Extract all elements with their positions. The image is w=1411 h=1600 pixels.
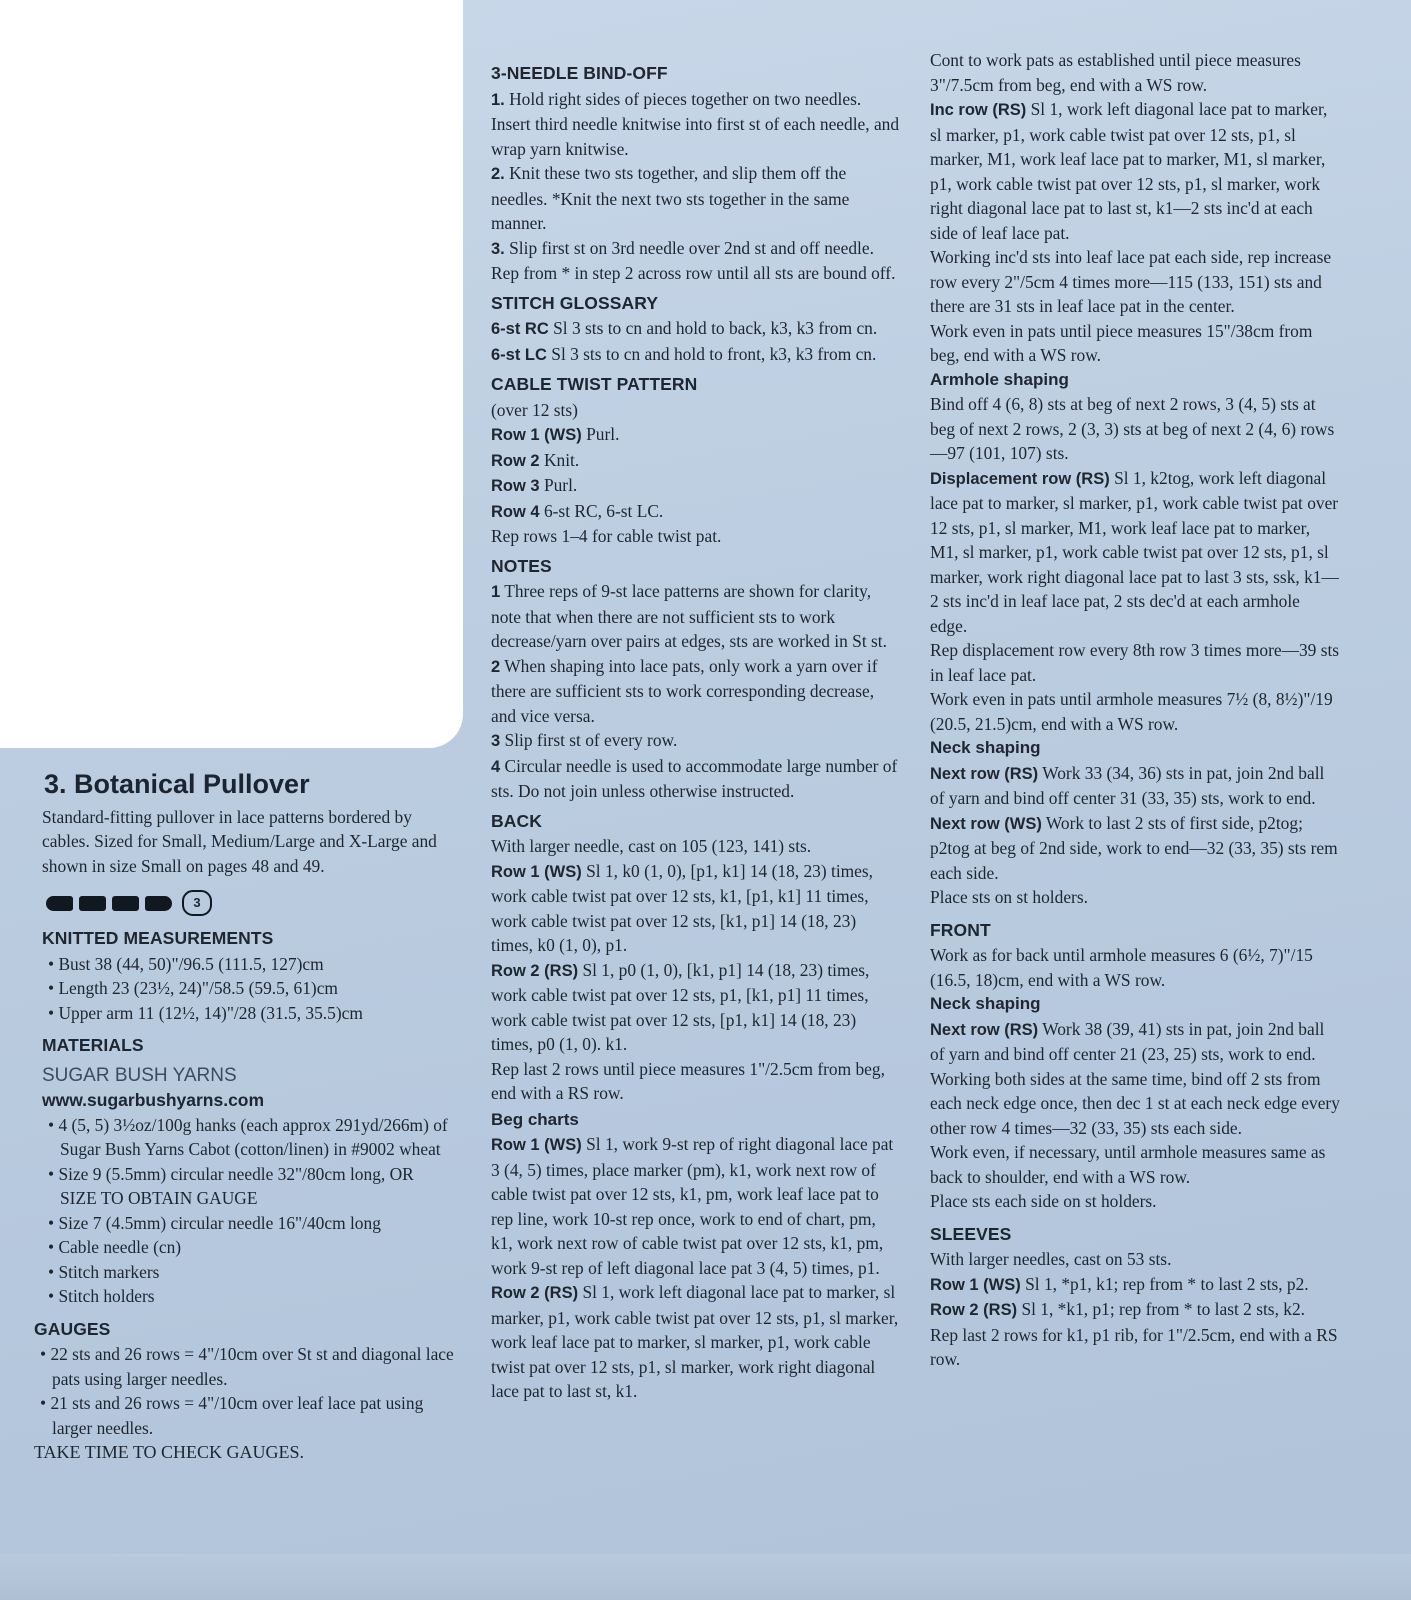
sleeves-cast-on: With larger needles, cast on 53 sts.	[930, 1249, 1172, 1269]
chart-row-text: Sl 1, work 9-st rep of right diagonal lace pat 3 (4, 5) times, place marker (pm), k1, work next row of cable twist pat over 12 sts, k1, pm, work leaf lace pat to rep line, work 10-st rep once, work to end of chart, pm, k1, work next row of cable twist pat over 12 sts, k1, pm, work 9-st rep of left diagonal lace pat 3 (4, 5) times, p1.	[491, 1134, 894, 1278]
bindoff-step-text: Slip first st on 3rd needle over 2nd st and off needle. Rep from * in step 2 across row until all sts are bound off.	[491, 237, 896, 283]
bindoff-step-label: 2.	[491, 165, 505, 183]
cable-row	[491, 448, 901, 474]
cable-row-text: Purl.	[581, 424, 620, 444]
materials-list	[34, 1113, 454, 1309]
cable-row-label: Row 3	[491, 477, 540, 495]
inc-row-label: Inc row (RS)	[930, 101, 1027, 119]
gauges-heading: GAUGES	[34, 1318, 111, 1339]
front-text: Work as for back until armhole measures 6 (6½, 7)"/15 (16.5, 18)cm, end with a WS row.	[930, 945, 1313, 990]
cable-row-label: Row 4	[491, 502, 540, 521]
measurement-item: • Upper arm 11 (12½, 14)"/28 (31.5, 35.5)cm	[42, 1001, 454, 1026]
bindoff-step	[491, 87, 901, 162]
sleeves-repeat: Rep last 2 rows for k1, p1 rib, for 1"/2.5cm, end with a RS row.	[930, 1324, 1338, 1369]
continue-text: Cont to work pats as established until piece measures 3"/7.5cm from beg, end with a WS row.	[930, 50, 1301, 95]
gauges-list	[34, 1342, 454, 1440]
glossary-entry	[491, 316, 901, 342]
gauge-item: • 22 sts and 26 rows = 4"/10cm over St st and diagonal lace pats using larger needles.	[34, 1342, 454, 1391]
cable-row-label: Row 2	[491, 451, 540, 470]
bindoff-step-text: Hold right sides of pieces together on two needles. Insert third needle knitwise into first st of each needle, and wrap yarn knitwise.	[491, 88, 900, 159]
note-item-text: Three reps of 9-st lace patterns are shown for clarity, note that when there are not sufficient sts to work decrease/yarn over pairs at edges, sts are worked in St st.	[491, 581, 887, 651]
bindoff-step	[491, 161, 901, 236]
inc-repeat: Working inc'd sts into leaf lace pat each side, rep increase row every 2"/5cm 4 times more—115 (133, 151) sts and there are 31 sts in leaf lace pat in the center.	[930, 247, 1332, 316]
front-neck-heading: Neck shaping	[930, 994, 1041, 1013]
material-item: • Size 9 (5.5mm) circular needle 32"/80cm long, OR SIZE TO OBTAIN GAUGE	[42, 1162, 454, 1211]
sleeve-row-text: Sl 1, *p1, k1; rep from * to last 2 sts, p2.	[1020, 1273, 1309, 1294]
chart-row-text: Sl 1, work left diagonal lace pat to marker, sl marker, p1, work cable twist pat over 12 sts, p1, sl marker, work leaf lace pat to marker, sl marker, p1, work cable twist pat over 12 sts, p1, sl marker, work right diagonal lace pat to last st, k1.	[491, 1282, 899, 1401]
bindoff-step	[491, 236, 901, 286]
measurement-item: • Bust 38 (44, 50)"/96.5 (111.5, 127)cm	[42, 952, 454, 977]
inc-row-text: Sl 1, work left diagonal lace pat to marker, sl marker, p1, work cable twist pat over 12 sts, p1, sl marker, M1, work leaf lace pat to marker, M1, sl marker, p1, work cable twist pat over 12 sts, p1, sl marker, work right diagonal lace pat to last st, k1—2 sts inc'd at each side of leaf lace pat.	[930, 99, 1328, 243]
notes-list	[491, 579, 901, 804]
material-item: • Stitch markers	[42, 1260, 454, 1285]
yarn-brand: SUGAR BUSH YARNS	[42, 1064, 237, 1086]
note-item-label: 2	[491, 657, 501, 676]
neck-rows	[930, 761, 1340, 886]
gauge-item: • 21 sts and 26 rows = 4"/10cm over leaf lace pat using larger needles.	[34, 1391, 454, 1440]
glossary-heading: STITCH GLOSSARY	[491, 292, 659, 313]
skill-level-indicator	[46, 890, 454, 916]
work-even-2: Work even in pats until armhole measures 7½ (8, 8½)"/19 (20.5, 21.5)cm, end with a WS row.	[930, 689, 1333, 734]
cable-row	[491, 473, 901, 499]
inc-row	[930, 97, 1340, 245]
right-column	[930, 48, 1340, 1372]
neck-shaping-heading: Neck shaping	[930, 738, 1041, 757]
back-row-label: Row 1 (WS)	[491, 862, 582, 881]
back-repeat: Rep last 2 rows until piece measures 1"/2.5cm from beg, end with a RS row.	[491, 1058, 885, 1103]
note-item	[491, 728, 901, 754]
chart-row	[491, 1132, 901, 1280]
glossary-entry-label: 6-st LC	[491, 345, 547, 364]
note-item	[491, 754, 901, 804]
note-item-text: Circular needle is used to accommodate large number of sts. Do not join unless otherwise instructed.	[491, 755, 898, 801]
back-row-label: Row 2 (RS)	[491, 961, 579, 980]
neck-row-text: Work to last 2 sts of first side, p2tog; p2tog at beg of 2nd side, work to end—32 (33, 35) sts rem each side.	[930, 812, 1338, 883]
pattern-intro: Standard-fitting pullover in lace patterns bordered by cables. Sized for Small, Medium/Large and X-Large and shown in size Small on pages 48 and 49.	[42, 806, 437, 876]
pattern-title: 3. Botanical Pullover	[44, 769, 310, 799]
back-row	[491, 859, 901, 958]
chart-row-label: Row 2 (RS)	[491, 1284, 579, 1302]
bindoff-heading: 3-NEEDLE BIND-OFF	[491, 63, 668, 83]
note-item	[491, 654, 901, 729]
note-item-label: 3	[491, 732, 501, 750]
note-item-text: When shaping into lace pats, only work a yarn over if there are sufficient sts to work corresponding decrease, and vice versa.	[491, 655, 878, 726]
cable-row-label: Row 1 (WS)	[491, 426, 582, 444]
sleeve-row-text: Sl 1, *k1, p1; rep from * to last 2 sts, k2.	[1017, 1299, 1305, 1319]
beg-charts-heading: Beg charts	[491, 1109, 579, 1129]
notes-heading: NOTES	[491, 555, 552, 576]
neck-place: Place sts on st holders.	[930, 887, 1088, 907]
neck-row-text: Work 33 (34, 36) sts in pat, join 2nd ball of yarn and bind off center 31 (33, 35) sts, work to end.	[930, 762, 1325, 808]
yarn-weight-icon: 3	[182, 890, 212, 916]
beg-charts-rows	[491, 1132, 901, 1404]
cable-row-text: Purl.	[539, 475, 578, 495]
sleeves-heading: SLEEVES	[930, 1223, 1012, 1244]
yarn-url: www.sugarbushyarns.com	[42, 1090, 265, 1110]
glossary-entry	[491, 342, 901, 368]
front-neck-label: Next row (RS)	[930, 1020, 1039, 1039]
glossary-entry-label: 6-st RC	[491, 320, 549, 338]
skill-bar-segment	[79, 896, 106, 911]
front-heading: FRONT	[930, 919, 991, 940]
displacement-row	[930, 466, 1340, 639]
note-item	[491, 579, 901, 654]
bindoff-step-label: 3.	[491, 239, 505, 258]
armhole-text: Bind off 4 (6, 8) sts at beg of next 2 rows, 3 (4, 5) sts at beg of next 2 rows, 2 (3, 3) sts at beg of next 2 (4, 6) rows—97 (101, 107) sts.	[930, 394, 1335, 463]
front-neck-text: Work 38 (39, 41) sts in pat, join 2nd ball of yarn and bind off center 21 (23, 25) sts, work to end.	[930, 1018, 1325, 1064]
neck-row	[930, 761, 1340, 811]
bindoff-step-label: 1.	[491, 90, 505, 109]
chart-row	[491, 1280, 901, 1404]
cable-pattern-repeat: Rep rows 1–4 for cable twist pat.	[491, 526, 722, 546]
glossary-entry-text: Sl 3 sts to cn and hold to back, k3, k3 from cn.	[548, 318, 878, 338]
cable-pattern-heading: CABLE TWIST PATTERN	[491, 374, 698, 394]
bindoff-step-text: Knit these two sts together, and slip them off the needles. *Knit the next two sts together in the same manner.	[491, 163, 850, 233]
bindoff-steps	[491, 87, 901, 286]
skill-bar-segment	[112, 896, 139, 911]
back-rows	[491, 859, 901, 1057]
front-neck-even: Work even, if necessary, until armhole measures same as back to shoulder, end with a WS row.	[930, 1142, 1326, 1187]
sleeves-rows	[930, 1272, 1340, 1323]
front-neck-place: Place sts each side on st holders.	[930, 1191, 1157, 1211]
note-item-label: 1	[491, 583, 501, 601]
knitted-measurements-heading: KNITTED MEASUREMENTS	[42, 928, 274, 948]
neck-row-label: Next row (WS)	[930, 814, 1042, 833]
back-row-text: Sl 1, p0 (1, 0), [k1, p1] 14 (18, 23) times, work cable twist pat over 12 sts, p1, [k1, p1] 11 times, work cable twist pat over 12 sts, [p1, k1] 14 (18, 23) times, p0 (1, 0). k1.	[491, 959, 870, 1054]
displacement-label: Displacement row (RS)	[930, 469, 1110, 488]
knitted-measurements-list	[34, 952, 454, 1026]
note-item-label: 4	[491, 757, 501, 776]
page-bottom-band	[0, 1554, 1411, 1600]
note-item-text: Slip first st of every row.	[500, 730, 678, 750]
glossary-entry-text: Sl 3 sts to cn and hold to front, k3, k3 from cn.	[546, 343, 877, 364]
materials-heading: MATERIALS	[42, 1035, 144, 1055]
work-even-1: Work even in pats until piece measures 15"/38cm from beg, end with a WS row.	[930, 320, 1313, 365]
displacement-text: Sl 1, k2tog, work left diagonal lace pat to marker, sl marker, p1, work cable twist pat over 12 sts, p1, sl marker, M1, work leaf lace pat to marker, M1, sl marker, p1, work cable twist pat over 12 sts, p1, sl marker, work right diagonal lace pat to last 3 sts, ssk, k1—2 sts inc'd in leaf lace pat, 2 sts dec'd at each armhole edge.	[930, 467, 1339, 636]
skill-bar-segment	[145, 896, 172, 911]
cable-row-text: Knit.	[539, 449, 580, 470]
armhole-heading: Armhole shaping	[930, 369, 1069, 389]
sleeve-row-label: Row 2 (RS)	[930, 1301, 1018, 1319]
blank-white-region	[0, 0, 463, 748]
neck-row-label: Next row (RS)	[930, 764, 1039, 783]
front-neck-row	[930, 1017, 1340, 1067]
cable-row	[491, 422, 901, 448]
glossary-list	[491, 316, 901, 367]
cable-pattern-over: (over 12 sts)	[491, 399, 578, 420]
skill-bar-segment	[46, 896, 73, 911]
back-row-text: Sl 1, k0 (1, 0), [p1, k1] 14 (18, 23) times, work cable twist pat over 12 sts, k1, [p1, k1] 11 times, work cable twist pat over 12 sts, [k1, p1] 14 (18, 23) times, k0 (1, 0), p1.	[491, 860, 874, 955]
material-item: • 4 (5, 5) 3½oz/100g hanks (each approx 291yd/266m) of Sugar Bush Yarns Cabot (cotton/linen) in #9002 wheat	[42, 1113, 454, 1162]
sleeve-row-label: Row 1 (WS)	[930, 1275, 1021, 1294]
neck-row	[930, 811, 1340, 886]
back-heading: BACK	[491, 810, 542, 831]
middle-column	[491, 56, 901, 1404]
material-item: • Cable needle (cn)	[42, 1235, 454, 1260]
sleeve-row	[930, 1272, 1340, 1298]
left-column	[34, 769, 454, 1465]
back-row	[491, 958, 901, 1057]
chart-row-label: Row 1 (WS)	[491, 1136, 582, 1154]
sleeve-row	[930, 1297, 1340, 1323]
material-item: • Stitch holders	[42, 1284, 454, 1309]
back-cast-on: With larger needle, cast on 105 (123, 141) sts.	[491, 836, 812, 856]
front-neck-both: Working both sides at the same time, bind off 2 sts from each neck edge once, then dec 1 st at each neck edge every other row 4 times—32 (33, 35) sts each side.	[930, 1068, 1340, 1138]
cable-row-text: 6-st RC, 6-st LC.	[539, 500, 664, 521]
measurement-item: • Length 23 (23½, 24)"/58.5 (59.5, 61)cm	[42, 976, 454, 1001]
material-item: • Size 7 (4.5mm) circular needle 16"/40cm long	[42, 1211, 454, 1236]
cable-pattern-rows	[491, 422, 901, 524]
cable-row	[491, 499, 901, 525]
gauge-check-note: TAKE TIME TO CHECK GAUGES.	[34, 1442, 305, 1462]
displacement-repeat: Rep displacement row every 8th row 3 times more—39 sts in leaf lace pat.	[930, 640, 1340, 685]
